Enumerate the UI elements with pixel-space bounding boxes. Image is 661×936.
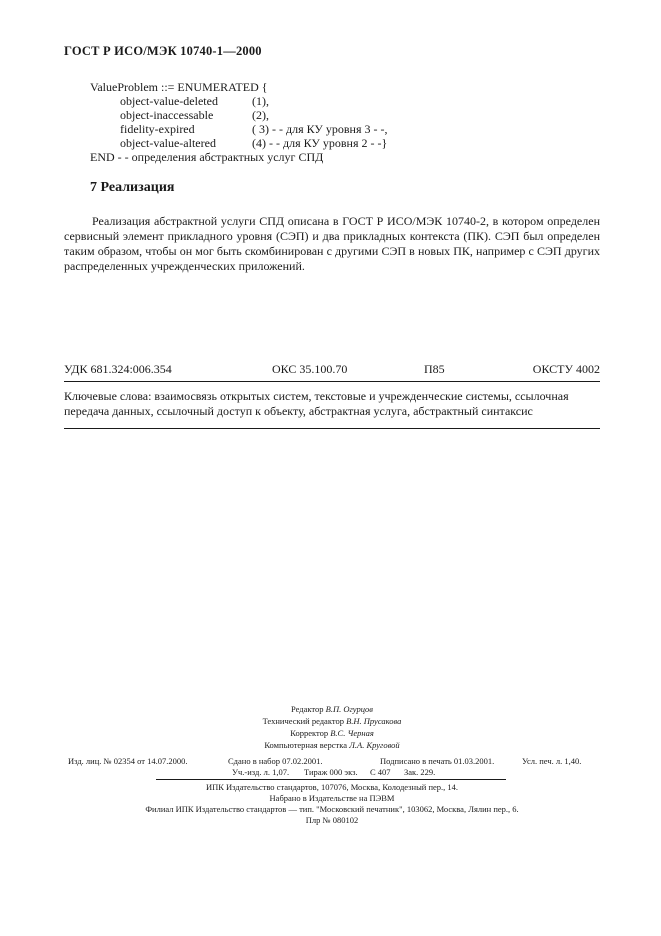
- imprint-sheets: Усл. печ. л. 1,40.: [522, 756, 582, 766]
- imprint-corrector: Корректор В.С. Черная: [290, 728, 374, 738]
- imprint-nabrano: Набрано в Издательстве на ПЭВМ: [269, 793, 395, 803]
- imprint-tirazh: Тираж 000 экз.: [304, 767, 358, 777]
- imprint-tech-editor: Технический редактор В.Н. Прусакова: [262, 716, 402, 726]
- section-heading: 7 Реализация: [90, 180, 175, 195]
- code-item-name: object-inaccessable: [120, 108, 214, 122]
- code-item-value: (1),: [252, 94, 269, 108]
- divider-bottom: [64, 428, 600, 429]
- code-line-end: END - - определения абстрактных услуг СПД: [90, 150, 324, 164]
- okstu-code: ОКСТУ 4002: [532, 362, 600, 376]
- imprint-zak: Зак. 229.: [404, 767, 436, 777]
- p-code: П85: [424, 362, 445, 376]
- code-line-enumerated: ValueProblem ::= ENUMERATED {: [90, 80, 268, 94]
- imprint-signed: Подписано в печать 01.03.2001.: [380, 756, 495, 766]
- imprint-c: С 407: [370, 767, 391, 777]
- imprint-ipk: ИПК Издательство стандартов, 107076, Москва, Колодезный пер., 14.: [205, 782, 459, 792]
- keywords: Ключевые слова: взаимосвязь открытых систем, текстовые и учрежденческие системы, ссылочная передача данных, ссылочный доступ к объекту, абстрактная услуга, абстрактный синтаксис: [64, 389, 569, 418]
- code-item-name: object-value-altered: [120, 136, 216, 150]
- imprint-layout: Компьютерная верстка Л.А. Круговой: [264, 740, 400, 750]
- body-paragraph: Реализация абстрактной услуги СПД описана в ГОСТ Р ИСО/МЭК 10740-2, в котором определен сервисный элемент прикладного уровня (СЭП) и два прикладных контекста (ПК). СЭП был определен таким образом, чтобы он мог быть скомбинирован с другими СЭП в новых ПК, например с СЭП других распределенных учрежденческих приложений.: [64, 214, 600, 273]
- code-item-value: (4) - - для КУ уровня 2 - -}: [252, 136, 388, 150]
- imprint-plr: Плр № 080102: [305, 815, 359, 825]
- divider-top: [64, 381, 600, 382]
- page-header-title: ГОСТ Р ИСО/МЭК 10740-1—2000: [64, 44, 262, 58]
- udk-code: УДК 681.324:006.354: [64, 362, 172, 376]
- code-item-value: (2),: [252, 108, 269, 122]
- imprint-uch: Уч.-изд. л. 1,07.: [232, 767, 290, 777]
- imprint-sent: Сдано в набор 07.02.2001.: [228, 756, 323, 766]
- imprint-divider: [156, 779, 506, 780]
- imprint-editor: Редактор В.П. Огурцов: [291, 704, 373, 714]
- imprint-license: Изд. лиц. № 02354 от 14.07.2000.: [68, 756, 188, 766]
- code-item-name: object-value-deleted: [120, 94, 218, 108]
- oks-code: ОКС 35.100.70: [272, 362, 348, 376]
- code-item-value: ( 3) - - для КУ уровня 3 - -,: [252, 122, 388, 136]
- code-item-name: fidelity-expired: [120, 122, 195, 136]
- imprint-filial: Филиал ИПК Издательство стандартов — тип. "Московский печатник", 103062, Москва, Лялин пер., 6.: [145, 804, 519, 814]
